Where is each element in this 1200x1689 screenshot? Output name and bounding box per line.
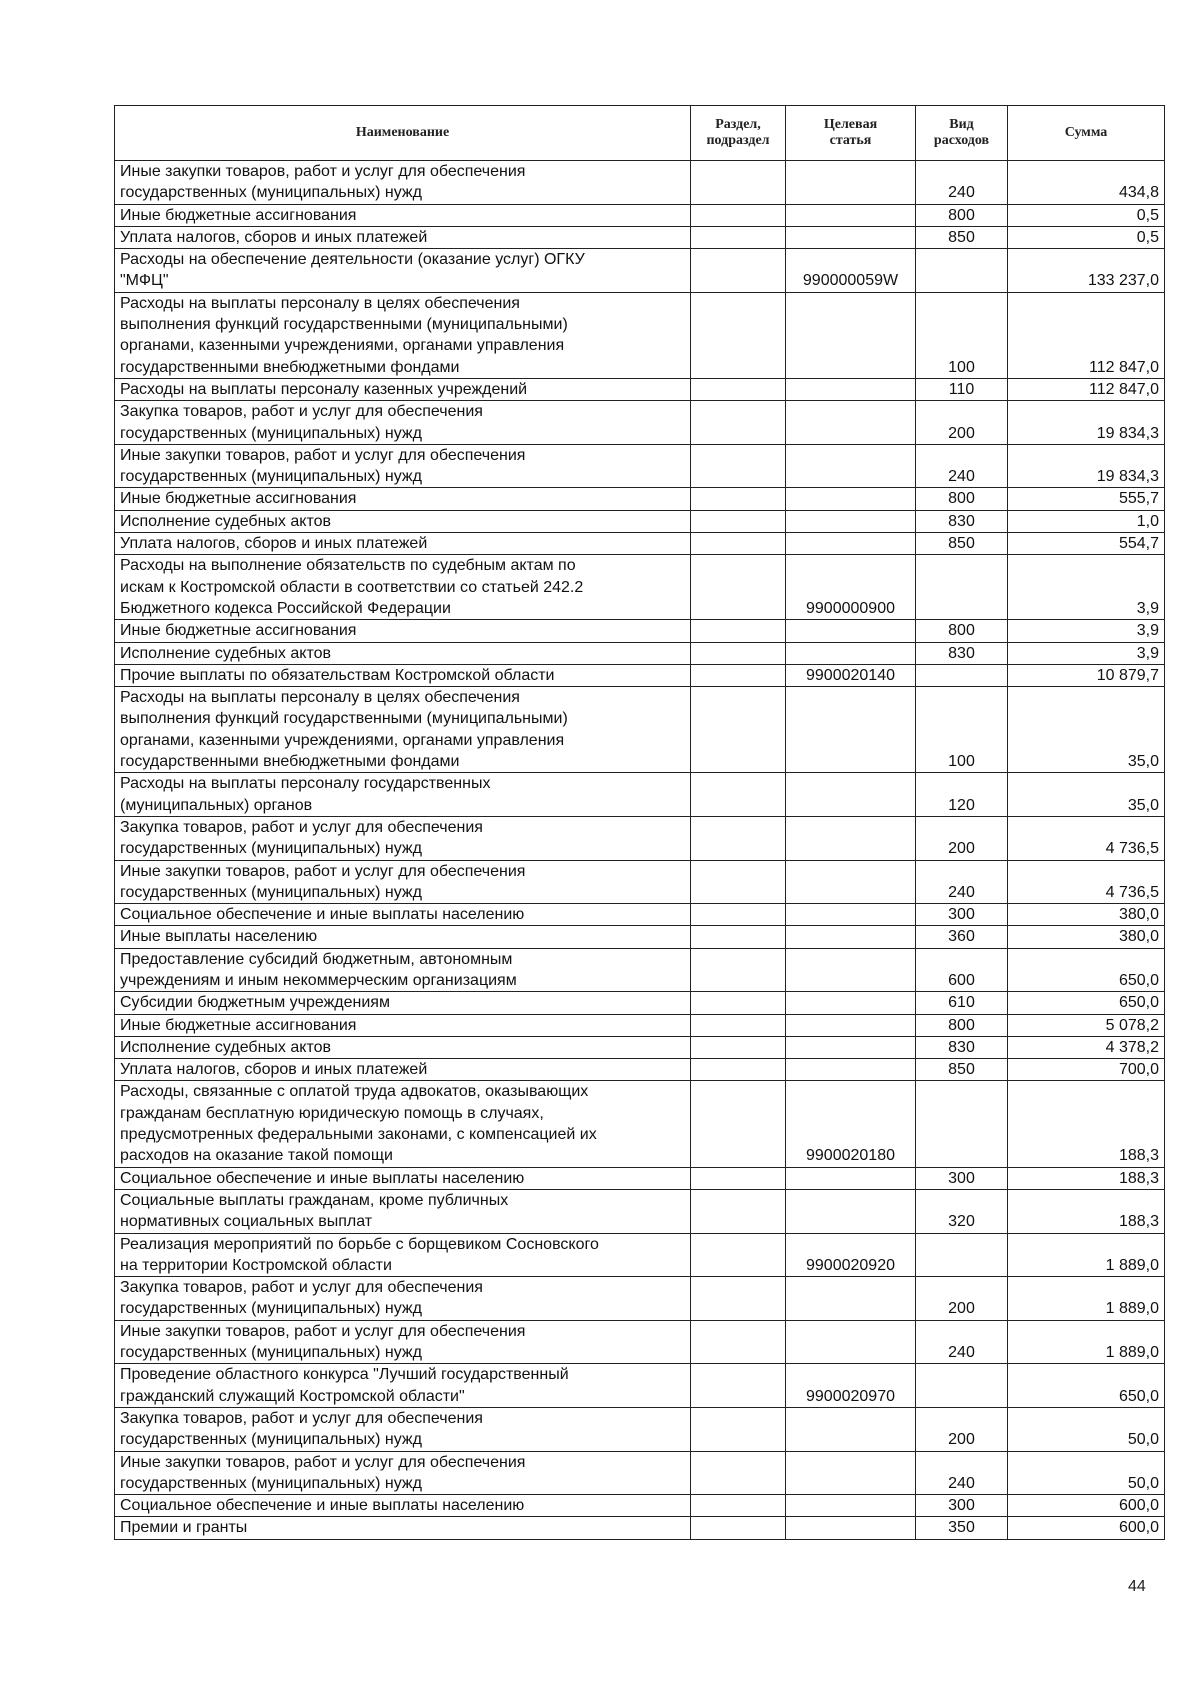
cell-type: 300 — [916, 1167, 1008, 1189]
cell-section — [691, 249, 786, 293]
table-row — [115, 1407, 1165, 1451]
cell-section — [691, 555, 786, 620]
cell-name: Закупка товаров, работ и услуг для обеспечения государственных (муниципальных) нужд — [115, 1407, 691, 1451]
cell-target — [786, 1014, 916, 1036]
cell-section — [691, 161, 786, 205]
cell-name: Закупка товаров, работ и услуг для обеспечения государственных (муниципальных) нужд — [115, 401, 691, 445]
table-row — [115, 664, 1165, 686]
cell-target — [786, 1059, 916, 1081]
cell-sum: 5 078,2 — [1008, 1014, 1165, 1036]
table-row — [115, 1036, 1165, 1058]
cell-section — [691, 992, 786, 1014]
cell-type: 830 — [916, 642, 1008, 664]
cell-target — [786, 1517, 916, 1539]
cell-target — [786, 533, 916, 555]
cell-type: 100 — [916, 687, 1008, 773]
table-row — [115, 1081, 1165, 1167]
table-row — [115, 687, 1165, 773]
table-row — [115, 1167, 1165, 1189]
cell-target — [786, 1451, 916, 1495]
cell-sum: 188,3 — [1008, 1167, 1165, 1189]
table-row — [115, 378, 1165, 400]
cell-type: 850 — [916, 533, 1008, 555]
cell-name: Социальные выплаты гражданам, кроме публичных нормативных социальных выплат — [115, 1189, 691, 1233]
table-header — [115, 106, 1165, 161]
cell-sum: 700,0 — [1008, 1059, 1165, 1081]
table-row — [115, 488, 1165, 510]
cell-section — [691, 488, 786, 510]
cell-type: 850 — [916, 1059, 1008, 1081]
table-body — [115, 161, 1165, 1540]
cell-type: 110 — [916, 378, 1008, 400]
cell-sum: 1 889,0 — [1008, 1320, 1165, 1364]
cell-section — [691, 904, 786, 926]
cell-target — [786, 926, 916, 948]
cell-name: Уплата налогов, сборов и иных платежей — [115, 1059, 691, 1081]
cell-target: 990000059W — [786, 249, 916, 293]
cell-name: Проведение областного конкурса "Лучший государственный гражданский служащий Костромской области" — [115, 1364, 691, 1408]
table-row — [115, 1059, 1165, 1081]
cell-name: Социальное обеспечение и иные выплаты населению — [115, 1495, 691, 1517]
cell-type: 120 — [916, 773, 1008, 817]
table-row — [115, 226, 1165, 248]
table-row — [115, 292, 1165, 378]
cell-type: 610 — [916, 992, 1008, 1014]
cell-name: Премии и гранты — [115, 1517, 691, 1539]
cell-name: Расходы, связанные с оплатой труда адвокатов, оказывающих гражданам бесплатную юридическую помощь в случаях, предусмотренных федеральными законами, с компенсацией их расходов на оказание такой помощи — [115, 1081, 691, 1167]
cell-type: 600 — [916, 948, 1008, 992]
cell-section — [691, 204, 786, 226]
cell-target — [786, 816, 916, 860]
cell-name: Иные бюджетные ассигнования — [115, 204, 691, 226]
cell-sum: 380,0 — [1008, 904, 1165, 926]
cell-section — [691, 1036, 786, 1058]
cell-sum: 380,0 — [1008, 926, 1165, 948]
cell-section — [691, 1277, 786, 1321]
cell-target — [786, 687, 916, 773]
cell-target — [786, 401, 916, 445]
cell-sum: 434,8 — [1008, 161, 1165, 205]
cell-sum: 188,3 — [1008, 1081, 1165, 1167]
cell-name: Закупка товаров, работ и услуг для обеспечения государственных (муниципальных) нужд — [115, 816, 691, 860]
cell-name: Иные закупки товаров, работ и услуг для обеспечения государственных (муниципальных) нужд — [115, 1451, 691, 1495]
cell-section — [691, 1167, 786, 1189]
cell-target — [786, 1407, 916, 1451]
page-number: 44 — [1128, 1578, 1146, 1595]
cell-name: Прочие выплаты по обязательствам Костромской области — [115, 664, 691, 686]
cell-sum: 10 879,7 — [1008, 664, 1165, 686]
cell-target — [786, 1495, 916, 1517]
cell-name: Предоставление субсидий бюджетным, автономным учреждениям и иным некоммерческим организациям — [115, 948, 691, 992]
cell-sum: 600,0 — [1008, 1517, 1165, 1539]
header-sum: Сумма — [1008, 106, 1165, 161]
cell-name: Реализация мероприятий по борьбе с борщевиком Сосновского на территории Костромской области — [115, 1233, 691, 1277]
cell-target — [786, 904, 916, 926]
cell-section — [691, 292, 786, 378]
cell-type: 200 — [916, 401, 1008, 445]
cell-type: 800 — [916, 620, 1008, 642]
cell-target — [786, 992, 916, 1014]
cell-sum: 650,0 — [1008, 948, 1165, 992]
cell-name: Расходы на выполнение обязательств по судебным актам по искам к Костромской области в соответствии со статьей 242.2 Бюджетного кодекса Российской Федерации — [115, 555, 691, 620]
table-row — [115, 401, 1165, 445]
cell-target — [786, 860, 916, 904]
cell-section — [691, 444, 786, 488]
cell-name: Расходы на выплаты персоналу в целях обеспечения выполнения функций государственными (муниципальными) органами, казенными учреждениями, органами управления государственными внебюджетными фондами — [115, 292, 691, 378]
cell-target — [786, 226, 916, 248]
cell-section — [691, 378, 786, 400]
cell-section — [691, 620, 786, 642]
cell-type: 200 — [916, 816, 1008, 860]
table-row — [115, 1189, 1165, 1233]
cell-type — [916, 1364, 1008, 1408]
cell-type — [916, 664, 1008, 686]
cell-name: Расходы на выплаты персоналу в целях обеспечения выполнения функций государственными (муниципальными) органами, казенными учреждениями, органами управления государственными внебюджетными фондами — [115, 687, 691, 773]
cell-target — [786, 510, 916, 532]
cell-section — [691, 1189, 786, 1233]
cell-name: Исполнение судебных актов — [115, 642, 691, 664]
cell-target — [786, 161, 916, 205]
cell-sum: 112 847,0 — [1008, 292, 1165, 378]
cell-sum: 0,5 — [1008, 226, 1165, 248]
cell-section — [691, 816, 786, 860]
cell-section — [691, 1081, 786, 1167]
cell-type: 200 — [916, 1277, 1008, 1321]
cell-sum: 3,9 — [1008, 620, 1165, 642]
cell-target: 9900020180 — [786, 1081, 916, 1167]
cell-sum: 133 237,0 — [1008, 249, 1165, 293]
table-row — [115, 1517, 1165, 1539]
cell-section — [691, 1407, 786, 1451]
cell-name: Иные бюджетные ассигнования — [115, 620, 691, 642]
cell-sum: 4 736,5 — [1008, 816, 1165, 860]
cell-section — [691, 1320, 786, 1364]
cell-name: Закупка товаров, работ и услуг для обеспечения государственных (муниципальных) нужд — [115, 1277, 691, 1321]
cell-sum: 112 847,0 — [1008, 378, 1165, 400]
cell-type: 800 — [916, 1014, 1008, 1036]
cell-name: Иные выплаты населению — [115, 926, 691, 948]
cell-target: 9900020970 — [786, 1364, 916, 1408]
cell-target — [786, 204, 916, 226]
cell-name: Субсидии бюджетным учреждениям — [115, 992, 691, 1014]
cell-type: 240 — [916, 860, 1008, 904]
cell-sum: 0,5 — [1008, 204, 1165, 226]
cell-type: 240 — [916, 1451, 1008, 1495]
cell-target — [786, 1320, 916, 1364]
table-row — [115, 1277, 1165, 1321]
table-row — [115, 992, 1165, 1014]
cell-section — [691, 773, 786, 817]
cell-section — [691, 664, 786, 686]
table-row — [115, 1320, 1165, 1364]
cell-section — [691, 1364, 786, 1408]
cell-sum: 600,0 — [1008, 1495, 1165, 1517]
cell-type — [916, 1081, 1008, 1167]
cell-name: Исполнение судебных актов — [115, 1036, 691, 1058]
cell-sum: 35,0 — [1008, 687, 1165, 773]
cell-type — [916, 249, 1008, 293]
budget-table — [114, 105, 1165, 1540]
table-row — [115, 642, 1165, 664]
cell-type: 300 — [916, 904, 1008, 926]
cell-sum: 1 889,0 — [1008, 1277, 1165, 1321]
cell-section — [691, 860, 786, 904]
table-row — [115, 444, 1165, 488]
cell-type: 360 — [916, 926, 1008, 948]
cell-sum: 650,0 — [1008, 992, 1165, 1014]
cell-sum: 555,7 — [1008, 488, 1165, 510]
cell-name: Уплата налогов, сборов и иных платежей — [115, 226, 691, 248]
cell-type: 830 — [916, 1036, 1008, 1058]
cell-sum: 35,0 — [1008, 773, 1165, 817]
cell-name: Социальное обеспечение и иные выплаты населению — [115, 904, 691, 926]
cell-sum: 19 834,3 — [1008, 444, 1165, 488]
cell-target — [786, 773, 916, 817]
table-row — [115, 161, 1165, 205]
cell-target — [786, 1277, 916, 1321]
cell-target: 9900020140 — [786, 664, 916, 686]
cell-name: Расходы на выплаты персоналу казенных учреждений — [115, 378, 691, 400]
cell-section — [691, 1451, 786, 1495]
cell-target — [786, 488, 916, 510]
cell-sum: 554,7 — [1008, 533, 1165, 555]
cell-name: Иные закупки товаров, работ и услуг для обеспечения государственных (муниципальных) нужд — [115, 161, 691, 205]
cell-section — [691, 687, 786, 773]
cell-name: Иные закупки товаров, работ и услуг для обеспечения государственных (муниципальных) нужд — [115, 444, 691, 488]
cell-name: Уплата налогов, сборов и иных платежей — [115, 533, 691, 555]
cell-target — [786, 292, 916, 378]
cell-target — [786, 444, 916, 488]
cell-type: 800 — [916, 488, 1008, 510]
table-row — [115, 1014, 1165, 1036]
cell-sum: 3,9 — [1008, 642, 1165, 664]
cell-type: 240 — [916, 444, 1008, 488]
cell-section — [691, 1059, 786, 1081]
cell-section — [691, 926, 786, 948]
table-row — [115, 533, 1165, 555]
cell-target — [786, 1189, 916, 1233]
cell-sum: 19 834,3 — [1008, 401, 1165, 445]
header-section: Раздел, подраздел — [691, 106, 786, 161]
cell-type: 300 — [916, 1495, 1008, 1517]
cell-sum: 4 378,2 — [1008, 1036, 1165, 1058]
cell-sum: 3,9 — [1008, 555, 1165, 620]
cell-target — [786, 642, 916, 664]
cell-name: Расходы на обеспечение деятельности (оказание услуг) ОГКУ "МФЦ" — [115, 249, 691, 293]
table-row — [115, 249, 1165, 293]
cell-section — [691, 1517, 786, 1539]
cell-section — [691, 642, 786, 664]
table-row — [115, 204, 1165, 226]
cell-type: 800 — [916, 204, 1008, 226]
cell-section — [691, 510, 786, 532]
cell-type: 240 — [916, 161, 1008, 205]
cell-target — [786, 1036, 916, 1058]
cell-sum: 1,0 — [1008, 510, 1165, 532]
cell-target — [786, 378, 916, 400]
table-row — [115, 860, 1165, 904]
cell-type: 350 — [916, 1517, 1008, 1539]
table-row — [115, 773, 1165, 817]
cell-name: Исполнение судебных актов — [115, 510, 691, 532]
cell-target: 9900000900 — [786, 555, 916, 620]
cell-section — [691, 226, 786, 248]
cell-sum: 50,0 — [1008, 1407, 1165, 1451]
cell-sum: 4 736,5 — [1008, 860, 1165, 904]
table-row — [115, 1233, 1165, 1277]
cell-section — [691, 533, 786, 555]
cell-name: Иные закупки товаров, работ и услуг для обеспечения государственных (муниципальных) нужд — [115, 1320, 691, 1364]
cell-section — [691, 1014, 786, 1036]
header-name: Наименование — [115, 106, 691, 161]
table-row — [115, 620, 1165, 642]
cell-target — [786, 948, 916, 992]
cell-target: 9900020920 — [786, 1233, 916, 1277]
cell-section — [691, 401, 786, 445]
cell-name: Иные бюджетные ассигнования — [115, 488, 691, 510]
table-row — [115, 1364, 1165, 1408]
table-row — [115, 948, 1165, 992]
header-type: Вид расходов — [916, 106, 1008, 161]
cell-sum: 188,3 — [1008, 1189, 1165, 1233]
cell-name: Иные закупки товаров, работ и услуг для обеспечения государственных (муниципальных) нужд — [115, 860, 691, 904]
cell-type: 200 — [916, 1407, 1008, 1451]
cell-type: 240 — [916, 1320, 1008, 1364]
cell-sum: 50,0 — [1008, 1451, 1165, 1495]
header-target: Целевая статья — [786, 106, 916, 161]
cell-type: 320 — [916, 1189, 1008, 1233]
cell-type: 100 — [916, 292, 1008, 378]
cell-section — [691, 1233, 786, 1277]
table-row — [115, 926, 1165, 948]
cell-type — [916, 555, 1008, 620]
cell-name: Социальное обеспечение и иные выплаты населению — [115, 1167, 691, 1189]
header-row — [115, 106, 1165, 161]
cell-section — [691, 948, 786, 992]
cell-type: 830 — [916, 510, 1008, 532]
cell-type: 850 — [916, 226, 1008, 248]
cell-name: Расходы на выплаты персоналу государственных (муниципальных) органов — [115, 773, 691, 817]
cell-sum: 650,0 — [1008, 1364, 1165, 1408]
table-row — [115, 510, 1165, 532]
cell-type — [916, 1233, 1008, 1277]
table-row — [115, 555, 1165, 620]
cell-target — [786, 620, 916, 642]
cell-section — [691, 1495, 786, 1517]
cell-target — [786, 1167, 916, 1189]
cell-sum: 1 889,0 — [1008, 1233, 1165, 1277]
table-row — [115, 904, 1165, 926]
cell-name: Иные бюджетные ассигнования — [115, 1014, 691, 1036]
table-row — [115, 1451, 1165, 1495]
table-row — [115, 1495, 1165, 1517]
table-row — [115, 816, 1165, 860]
